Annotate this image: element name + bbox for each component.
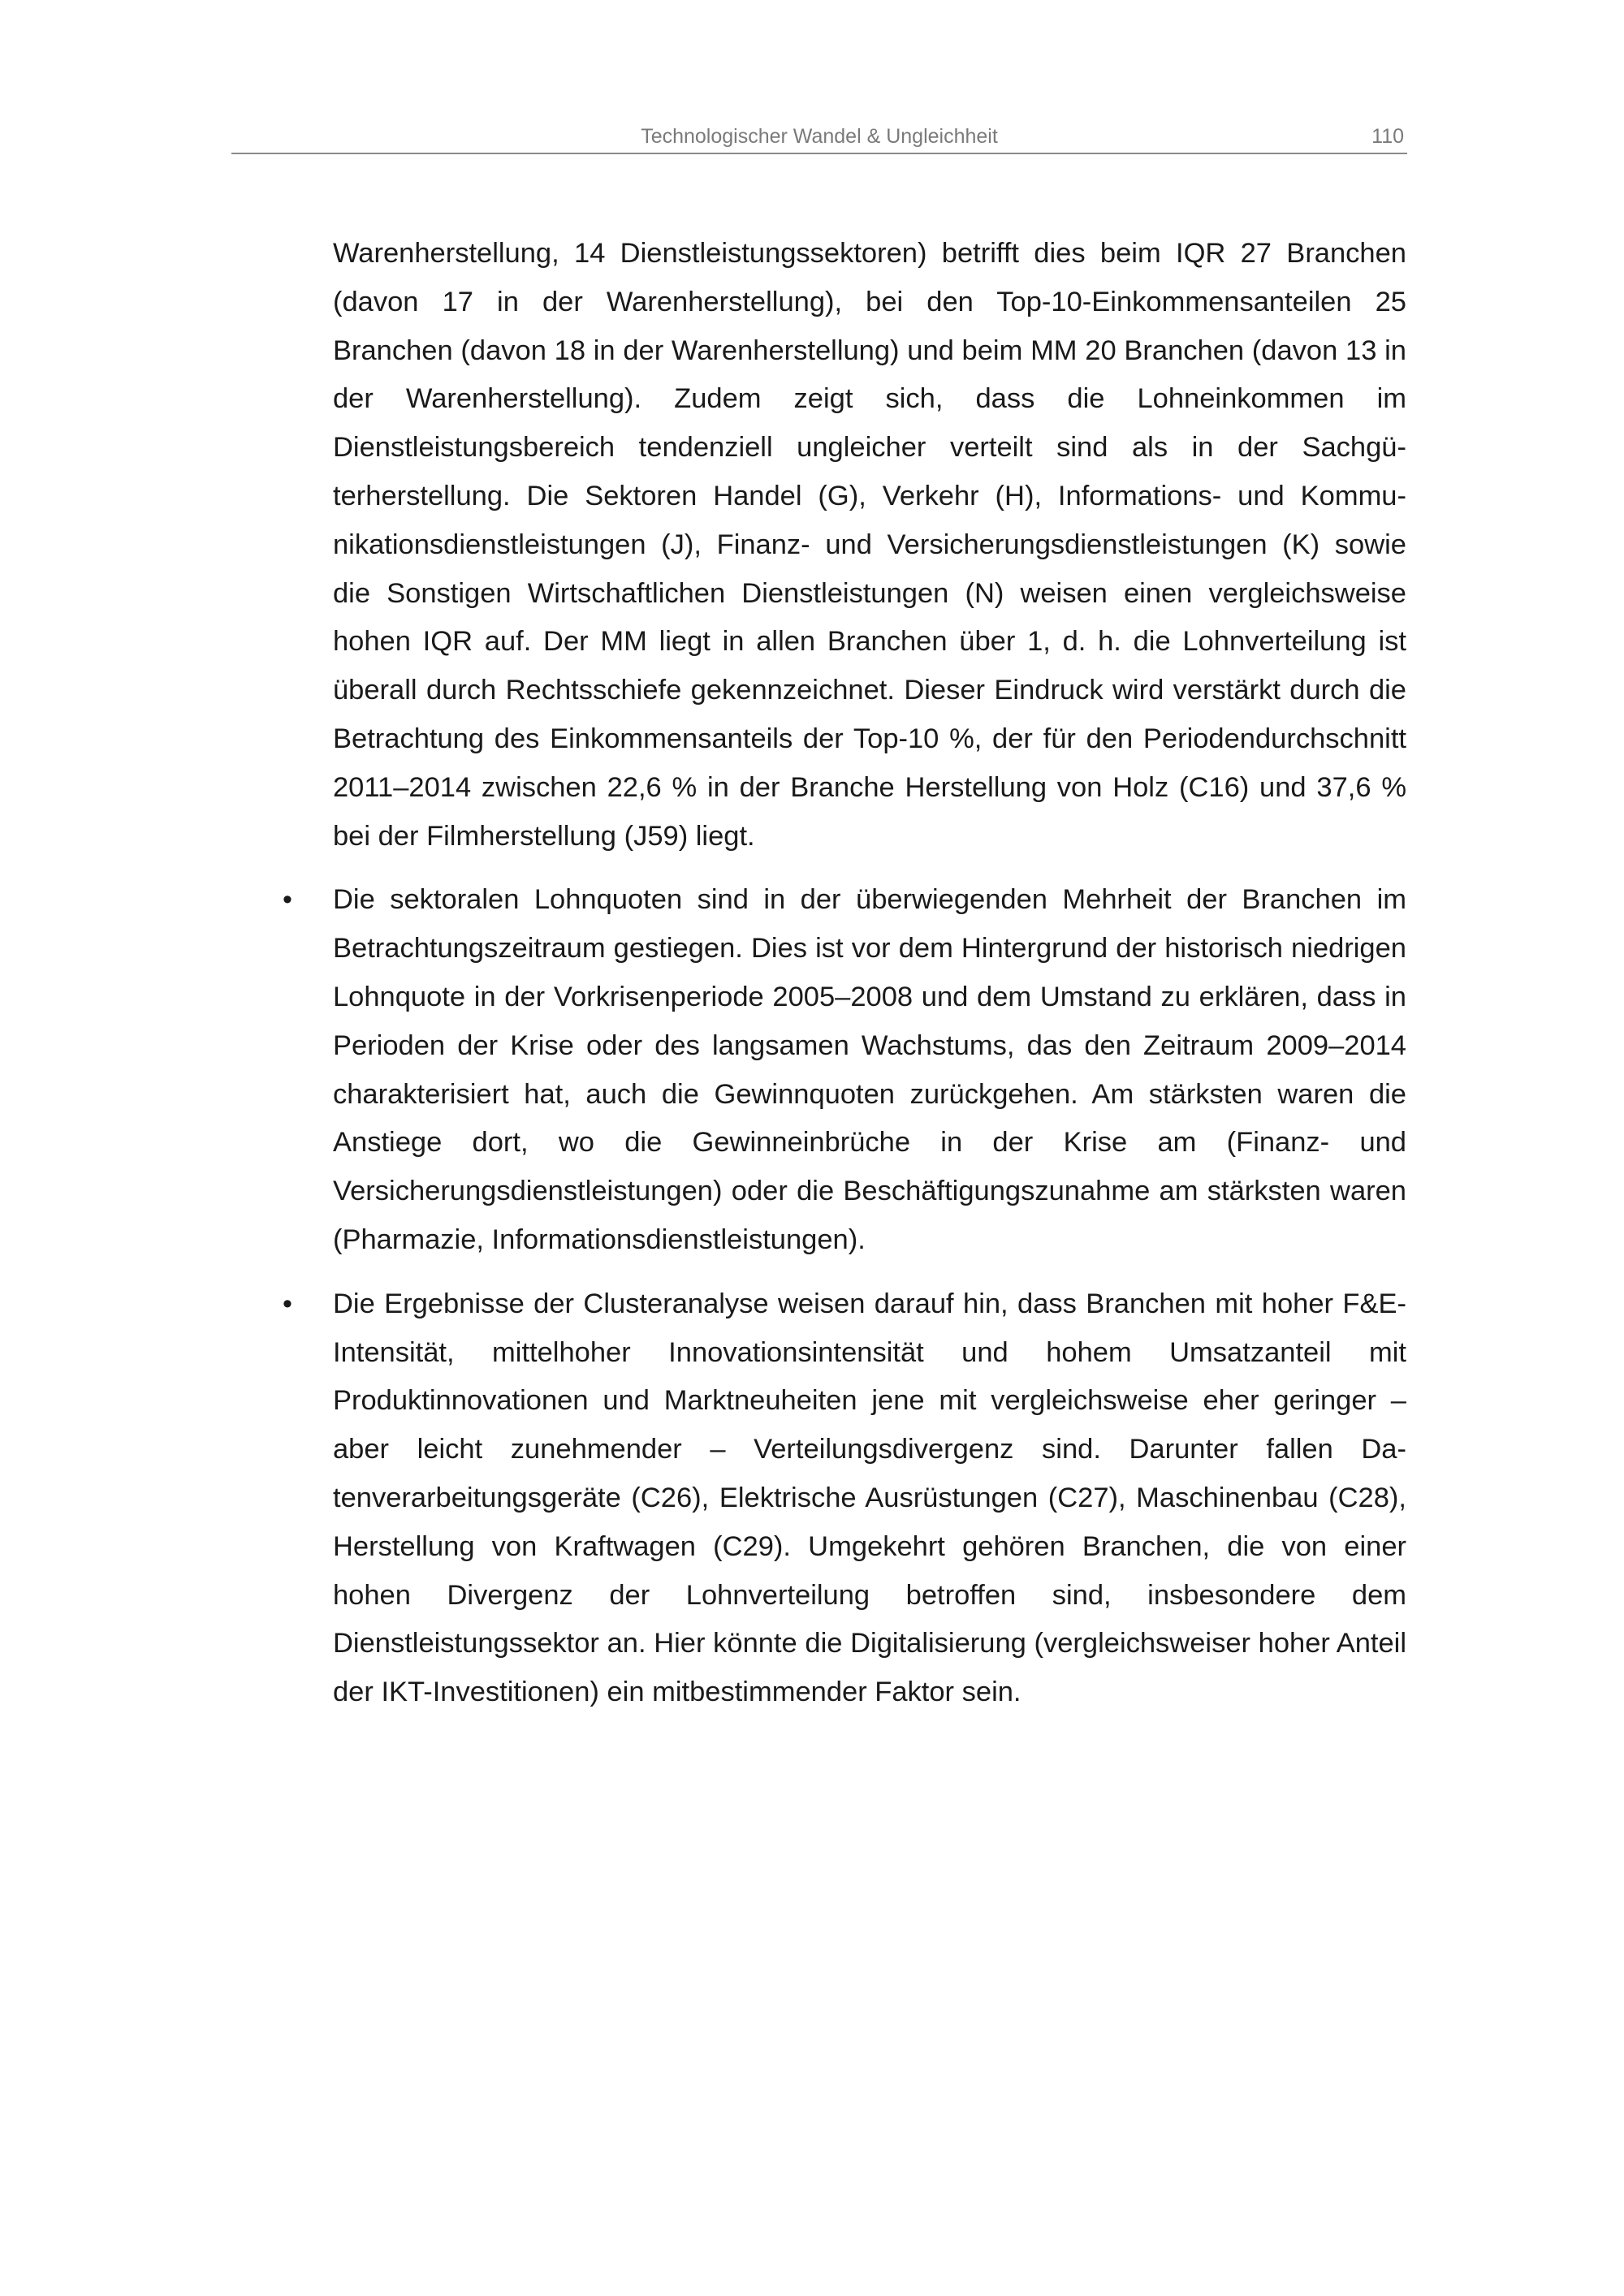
bullet-item-wage-shares	[283, 876, 1406, 1264]
bullet-marker: •	[283, 884, 292, 916]
body-text	[283, 230, 1406, 1717]
running-header	[231, 122, 1407, 154]
header-title: Technologischer Wandel & Ungleichheit	[641, 125, 998, 148]
bullet-text: Die sektoralen Lohnquoten sind in der überwiegenden Mehrheit der Branchen im Betrachtungszeitraum gestiegen. Dies ist vor dem Hintergrund der historisch niedrigen Lohnquote in der Vorkrisenperiode 2005–2008 und dem Umstand zu erklären, dass in Perioden der Krise oder des langsamen Wachstums, das den Zeitraum 2009–2014 charakterisiert hat, auch die Gewinnquoten zurückgehen. Am stärksten waren die Anstiege dort, wo die Gewinneinbrüche in der Krise am (Finanz- und Versicherungsdienstleistungen) oder die Beschäftigungszunahme am stärksten waren (Pharmazie, Informationsdienstleistungen).	[333, 884, 1406, 1255]
bullet-text: Die Ergebnisse der Clusteranalyse weisen darauf hin, dass Branchen mit hoher F&E-Intensität, mittelhoher Innovationsintensität und hohem Umsatzanteil mit Produktinnovationen und Marktneuheiten jene mit vergleichsweise eher geringer – aber leicht zunehmender – Verteilungsdivergenz sind. Darunter fallen Datenverarbeitungsgeräte (C26), Elektrische Ausrüstungen (C27), Maschinenbau (C28), Herstellung von Kraftwagen (C29). Umgekehrt gehören Branchen, die von einer hohen Divergenz der Lohnverteilung betroffen sind, insbesondere dem Dienstleistungssektor an. Hier könnte die Digitalisierung (vergleichsweiser hoher Anteil der IKT-Investitionen) ein mitbestimmender Faktor sein.	[333, 1288, 1406, 1708]
page-number: 110	[1371, 125, 1404, 148]
continuation-paragraph: Warenherstellung, 14 Dienstleistungssektoren) betrifft dies beim IQR 27 Branchen (davon 17 in der Warenherstellung), bei den Top-10-Einkommensanteilen 25 Branchen (davon 18 in der Warenherstellung) und beim MM 20 Branchen (davon 13 in der Warenherstellung). Zudem zeigt sich, dass die Lohneinkommen im Dienstleistungsbereich tendenziell ungleicher verteilt sind als in der Sachgüterherstellung. Die Sektoren Handel (G), Verkehr (H), Informations- und Kommunikationsdienstleistungen (J), Finanz- und Versicherungsdienstleistungen (K) sowie die Sonstigen Wirtschaftlichen Dienstleistungen (N) weisen einen vergleichsweise hohen IQR auf. Der MM liegt in allen Branchen über 1, d. h. die Lohnverteilung ist überall durch Rechtsschiefe gekennzeichnet. Dieser Eindruck wird verstärkt durch die Betrachtung des Einkommensanteils der Top-10 %, der für den Periodendurchschnitt 2011–2014 zwischen 22,6 % in der Branche Herstellung von Holz (C16) und 37,6 % bei der Filmherstellung (J59) liegt.	[333, 238, 1406, 852]
bullet-item-cluster-analysis	[283, 1280, 1406, 1717]
bullet-marker: •	[283, 1288, 292, 1319]
